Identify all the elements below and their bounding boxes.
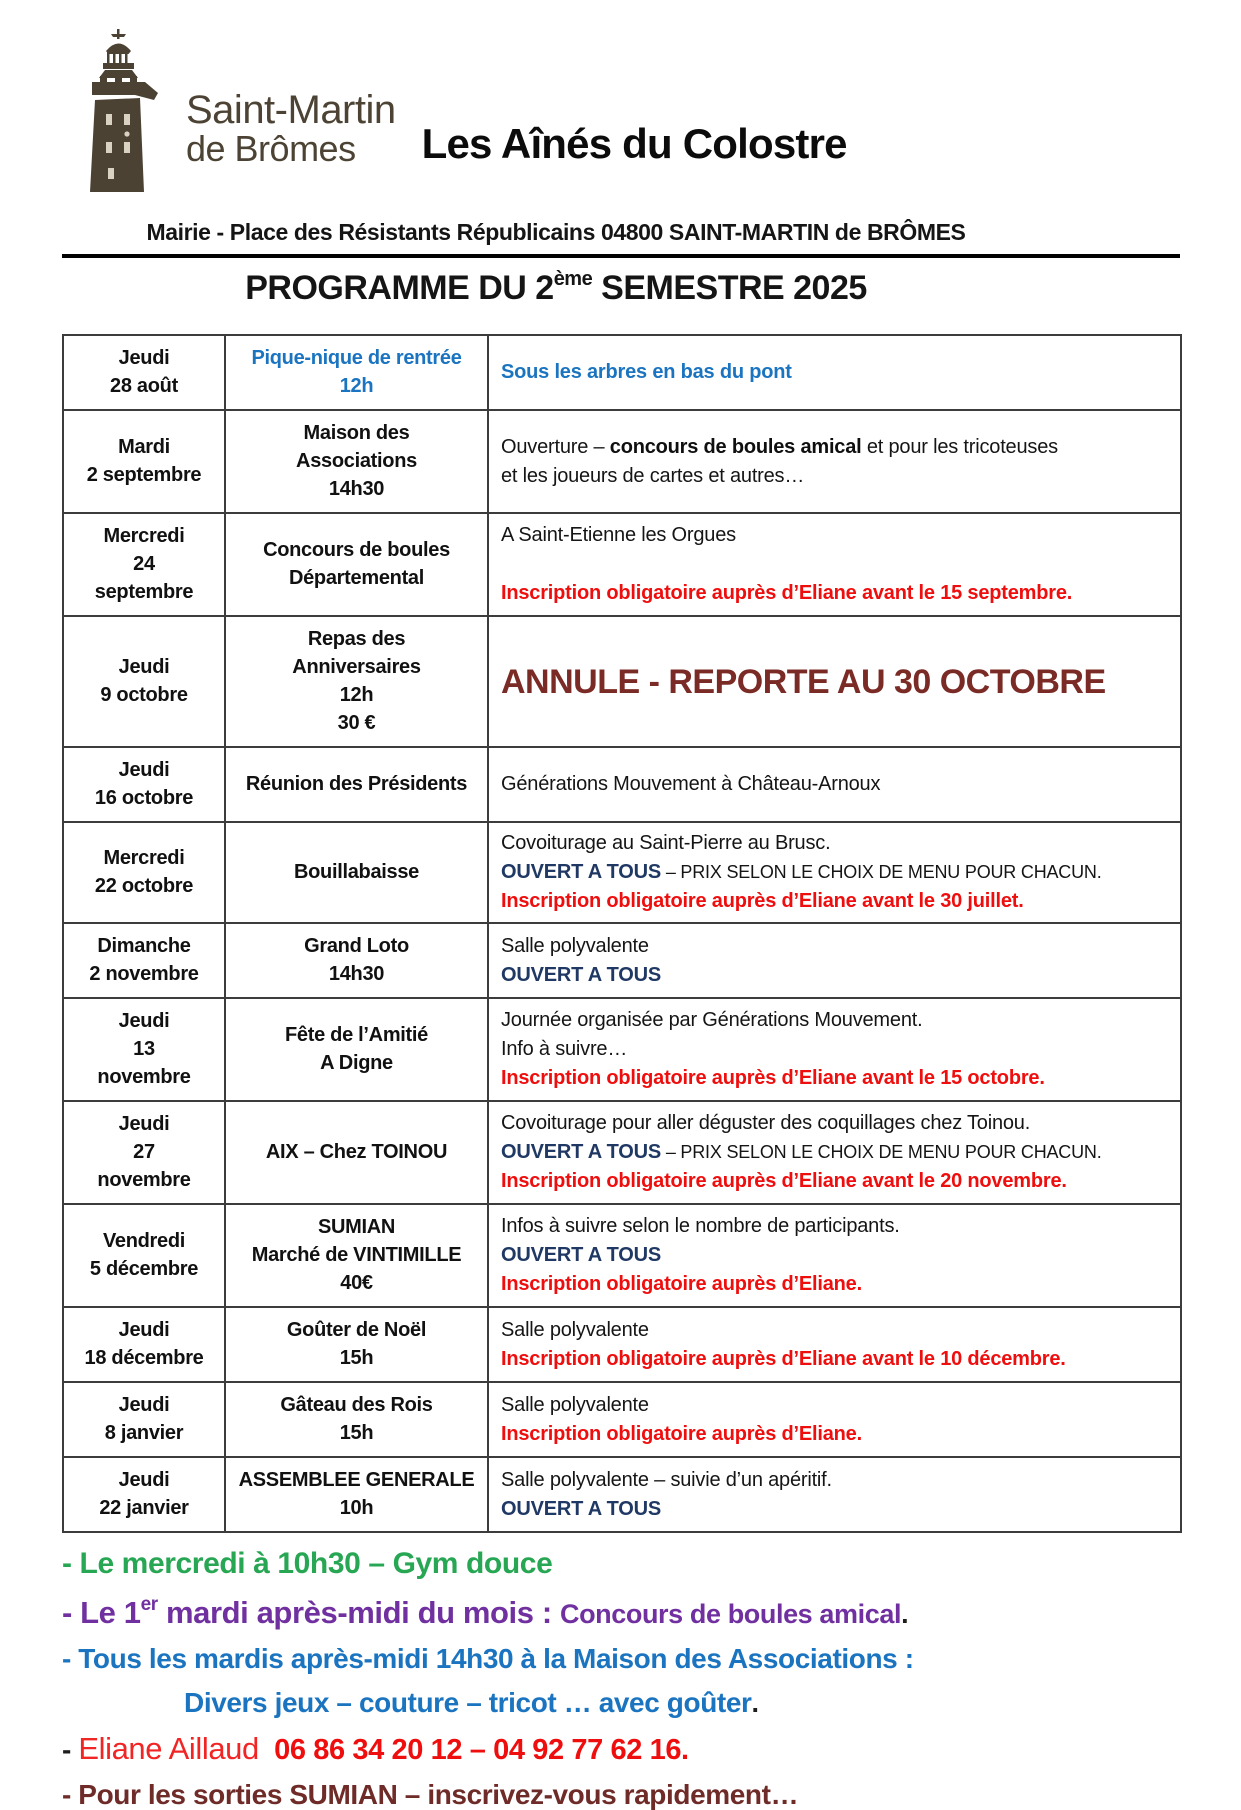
date-line: 8 janvier xyxy=(104,1422,184,1444)
event-line: 14h30 xyxy=(328,478,385,500)
detail-line xyxy=(501,1109,1168,1138)
event-cell xyxy=(225,1307,488,1382)
detail-line xyxy=(501,1064,1168,1093)
schedule-row xyxy=(63,1101,1181,1204)
date-cell xyxy=(63,747,225,822)
text-segment: Concours de boules amical xyxy=(559,1598,902,1629)
text-segment: Salle polyvalente – suivie d’un apéritif. xyxy=(501,1468,832,1491)
schedule-row xyxy=(63,1457,1181,1532)
detail-line xyxy=(501,887,1168,916)
detail-line xyxy=(501,1466,1168,1495)
date-line: Jeudi xyxy=(118,1469,170,1491)
event-line: Gâteau des Rois xyxy=(280,1394,433,1416)
schedule-table xyxy=(62,334,1182,1533)
date-line: septembre xyxy=(94,581,194,603)
footer-note-line xyxy=(62,1730,1180,1766)
detail-line xyxy=(501,1212,1168,1241)
detail-line xyxy=(501,961,1168,990)
date-line: novembre xyxy=(97,1066,191,1088)
date-line: Mardi xyxy=(118,436,170,458)
event-cell xyxy=(225,616,488,747)
details-cell xyxy=(488,1101,1181,1204)
text-segment: Inscription obligatoire auprès d’Eliane avant le 15 octobre. xyxy=(501,1067,1045,1089)
event-line: Associations xyxy=(296,450,417,472)
footer-note-line xyxy=(62,1780,1180,1809)
date-cell xyxy=(63,616,225,747)
footer-note-line xyxy=(62,1548,1180,1580)
date-line: Jeudi xyxy=(118,1113,170,1135)
program-title-suffix: SEMESTRE 2025 xyxy=(592,269,867,307)
date-cell xyxy=(63,335,225,410)
date-line: Mercredi xyxy=(103,847,185,869)
text-segment: Infos à suivre selon le nombre de participants. xyxy=(501,1215,900,1237)
date-line: 22 octobre xyxy=(94,875,194,897)
event-line: Fête de l’Amitié xyxy=(284,1024,428,1046)
event-line: 14h30 xyxy=(328,963,385,985)
detail-line xyxy=(501,433,1168,462)
town-logo xyxy=(62,26,396,203)
text-segment: 06 86 34 20 12 – 04 92 77 62 16. xyxy=(258,1733,689,1766)
text-segment: Journée organisée par Générations Mouvement. xyxy=(501,1009,923,1031)
text-segment: – PRIX SELON LE CHOIX DE MENU POUR CHACUN. xyxy=(661,1142,1102,1162)
date-line: Mercredi xyxy=(103,525,185,547)
detail-line xyxy=(501,358,1168,387)
event-line: Grand Loto xyxy=(304,935,409,957)
text-segment: et les joueurs de cartes et autres… xyxy=(501,464,805,487)
details-cell xyxy=(488,998,1181,1101)
detail-line xyxy=(501,1241,1168,1270)
detail-line xyxy=(501,579,1168,608)
schedule-row xyxy=(63,1204,1181,1307)
details-cell xyxy=(488,410,1181,513)
footer-note-line xyxy=(62,1644,1180,1673)
event-line: 40€ xyxy=(340,1272,373,1294)
date-cell xyxy=(63,410,225,513)
date-line: Jeudi xyxy=(118,656,170,678)
date-line: 24 xyxy=(133,553,155,575)
text-segment: - Pour les sorties SUMIAN – inscrivez-vous rapidement… xyxy=(62,1779,799,1810)
date-cell xyxy=(63,1457,225,1532)
detail-line xyxy=(501,770,1168,799)
text-segment: - Tous les mardis après-midi 14h30 à la Maison des Associations : xyxy=(62,1643,914,1675)
text-segment: Inscription obligatoire auprès d’Eliane. xyxy=(501,1422,862,1445)
tower-icon xyxy=(62,26,174,203)
text-segment: Sous les arbres en bas du pont xyxy=(501,361,792,383)
details-cell xyxy=(488,923,1181,998)
details-cell xyxy=(488,1204,1181,1307)
date-line: novembre xyxy=(97,1169,191,1191)
text-segment: concours de boules amical xyxy=(609,435,862,458)
event-cell xyxy=(225,747,488,822)
date-line: Jeudi xyxy=(118,347,170,369)
event-cell xyxy=(225,335,488,410)
schedule-row xyxy=(63,616,1181,747)
text-segment: Inscription obligatoire auprès d’Eliane. xyxy=(501,1273,862,1295)
date-cell xyxy=(63,1204,225,1307)
text-segment: OUVERT A TOUS xyxy=(501,1244,662,1266)
date-line: Jeudi xyxy=(118,1319,170,1341)
text-segment: Salle polyvalente xyxy=(501,934,649,957)
logo-text xyxy=(186,90,396,168)
text-segment: A Saint-Etienne les Orgues xyxy=(501,524,736,546)
details-cell xyxy=(488,1382,1181,1457)
schedule-row xyxy=(63,513,1181,616)
event-line: Départemental xyxy=(288,567,425,589)
date-line: 27 xyxy=(133,1141,155,1163)
details-cell xyxy=(488,616,1181,747)
date-line: 13 xyxy=(133,1038,155,1060)
date-cell xyxy=(63,1307,225,1382)
event-cell xyxy=(225,410,488,513)
event-cell xyxy=(225,822,488,923)
text-segment: - xyxy=(62,1733,79,1765)
schedule-row xyxy=(63,335,1181,410)
schedule-row xyxy=(63,998,1181,1101)
event-line: A Digne xyxy=(320,1052,393,1074)
text-segment: Inscription obligatoire auprès d’Eliane avant le 10 décembre. xyxy=(501,1347,1066,1370)
date-line: Vendredi xyxy=(102,1230,186,1252)
text-segment: Covoiturage pour aller déguster des coquillages chez Toinou. xyxy=(501,1112,1031,1134)
date-line: Jeudi xyxy=(118,759,170,781)
details-cell xyxy=(488,513,1181,616)
details-cell xyxy=(488,335,1181,410)
date-line: 16 octobre xyxy=(94,787,194,809)
event-cell xyxy=(225,1204,488,1307)
date-line: 5 décembre xyxy=(89,1258,199,1280)
text-segment: ANNULE - REPORTE AU 30 OCTOBRE xyxy=(501,662,1106,701)
program-title-superscript: ème xyxy=(553,268,593,290)
text-segment: mardi après-midi du mois : xyxy=(157,1594,560,1630)
text-segment: Inscription obligatoire auprès d’Eliane avant le 30 juillet. xyxy=(501,890,1024,912)
event-line: ASSEMBLEE GENERALE xyxy=(238,1469,475,1491)
detail-line xyxy=(501,1138,1168,1167)
detail-line xyxy=(501,1167,1168,1196)
event-line: 30 € xyxy=(337,712,376,734)
detail-line xyxy=(501,1316,1168,1345)
event-cell xyxy=(225,923,488,998)
detail-line xyxy=(501,1270,1168,1299)
schedule-row xyxy=(63,410,1181,513)
details-cell xyxy=(488,1307,1181,1382)
event-line: 10h xyxy=(339,1497,374,1519)
text-segment: Eliane Aillaud xyxy=(78,1730,259,1766)
schedule-row xyxy=(63,1382,1181,1457)
schedule-row xyxy=(63,923,1181,998)
event-line: Goûter de Noël xyxy=(286,1319,427,1341)
date-line: Dimanche xyxy=(97,935,191,957)
date-cell xyxy=(63,998,225,1101)
text-segment: - Le 1 xyxy=(62,1594,141,1630)
detail-line xyxy=(501,1035,1168,1064)
details-cell xyxy=(488,747,1181,822)
event-line: SUMIAN xyxy=(317,1216,396,1238)
date-cell xyxy=(63,822,225,923)
footer-notes xyxy=(62,1548,1180,1810)
text-segment: . xyxy=(751,1688,759,1719)
detail-line xyxy=(501,829,1168,858)
text-segment: Générations Mouvement à Château-Arnoux xyxy=(501,773,881,795)
event-line: 12h xyxy=(339,375,374,397)
details-cell xyxy=(488,1457,1181,1532)
date-line: 28 août xyxy=(110,375,178,397)
program-title-prefix: PROGRAMME DU 2 xyxy=(245,269,554,307)
detail-line xyxy=(501,662,1168,702)
text-segment: Covoiturage au Saint-Pierre au Brusc. xyxy=(501,832,831,854)
event-line: Anniversaires xyxy=(292,656,421,678)
text-segment: OUVERT A TOUS xyxy=(501,1141,662,1163)
detail-line xyxy=(501,1391,1168,1420)
event-cell xyxy=(225,513,488,616)
event-line: 12h xyxy=(339,684,374,706)
text-segment: Info à suivre… xyxy=(501,1038,628,1060)
text-segment xyxy=(501,553,506,575)
detail-line xyxy=(501,858,1168,887)
divider-rule xyxy=(62,254,1180,258)
event-cell xyxy=(225,1457,488,1532)
detail-line xyxy=(501,550,1168,579)
date-line: 2 novembre xyxy=(89,963,199,985)
schedule-body xyxy=(63,335,1181,1532)
text-segment: et pour les tricoteuses xyxy=(861,435,1058,458)
date-line: Jeudi xyxy=(118,1394,170,1416)
date-cell xyxy=(63,923,225,998)
text-segment: . xyxy=(901,1598,909,1629)
detail-line xyxy=(501,1495,1168,1524)
event-line: Bouillabaisse xyxy=(293,861,420,883)
text-segment: OUVERT A TOUS xyxy=(501,963,662,986)
date-cell xyxy=(63,1382,225,1457)
text-segment: er xyxy=(140,1593,158,1615)
text-segment: Salle polyvalente xyxy=(501,1318,649,1341)
text-segment: OUVERT A TOUS xyxy=(501,1497,662,1520)
date-line: 22 janvier xyxy=(99,1497,189,1519)
event-line: Marché de VINTIMILLE xyxy=(251,1244,462,1266)
date-line: 9 octobre xyxy=(100,684,188,706)
detail-line xyxy=(501,932,1168,961)
text-segment: – PRIX SELON LE CHOIX DE MENU POUR CHACUN. xyxy=(661,862,1102,882)
schedule-row xyxy=(63,747,1181,822)
event-cell xyxy=(225,1382,488,1457)
event-line: Concours de boules xyxy=(263,539,450,561)
event-line: Repas des xyxy=(307,628,406,650)
footer-note-line xyxy=(62,1688,1180,1717)
event-line: 15h xyxy=(339,1347,374,1369)
text-segment: Inscription obligatoire auprès d’Eliane avant le 15 septembre. xyxy=(501,582,1073,604)
logo-town-name: Saint-Martin xyxy=(186,88,396,132)
event-line: Maison des xyxy=(303,422,410,444)
date-line: Jeudi xyxy=(118,1010,170,1032)
details-cell xyxy=(488,822,1181,923)
text-segment: Ouverture – xyxy=(501,435,610,458)
event-line: 15h xyxy=(339,1422,374,1444)
date-line: 18 décembre xyxy=(84,1347,204,1369)
date-cell xyxy=(63,513,225,616)
schedule-row xyxy=(63,1307,1181,1382)
date-cell xyxy=(63,1101,225,1204)
text-segment: - Le mercredi à 10h30 – Gym douce xyxy=(62,1547,553,1580)
event-line: Réunion des Présidents xyxy=(245,773,468,795)
text-segment: OUVERT A TOUS xyxy=(501,861,662,883)
schedule-row xyxy=(63,822,1181,923)
detail-line xyxy=(501,1006,1168,1035)
detail-line xyxy=(501,1345,1168,1374)
address-line: Mairie - Place des Résistants Républicains 04800 SAINT-MARTIN de BRÔMES xyxy=(146,219,966,245)
header xyxy=(62,26,1180,203)
event-line: AIX – Chez TOINOU xyxy=(265,1141,448,1163)
detail-line xyxy=(501,521,1168,550)
text-segment: Divers jeux – couture – tricot … avec goûter xyxy=(184,1687,752,1719)
detail-line xyxy=(501,462,1168,491)
program-title xyxy=(62,268,1180,308)
text-segment: Salle polyvalente xyxy=(501,1393,649,1416)
text-segment: Inscription obligatoire auprès d’Eliane avant le 20 novembre. xyxy=(501,1170,1067,1192)
detail-line xyxy=(501,1420,1168,1449)
event-cell xyxy=(225,998,488,1101)
logo-town-name-2: de Brômes xyxy=(186,127,356,169)
page-title: Les Aînés du Colostre xyxy=(421,120,847,167)
footer-note-line xyxy=(62,1595,1180,1630)
event-cell xyxy=(225,1101,488,1204)
date-line: 2 septembre xyxy=(86,464,202,486)
event-line: Pique-nique de rentrée xyxy=(251,347,462,369)
